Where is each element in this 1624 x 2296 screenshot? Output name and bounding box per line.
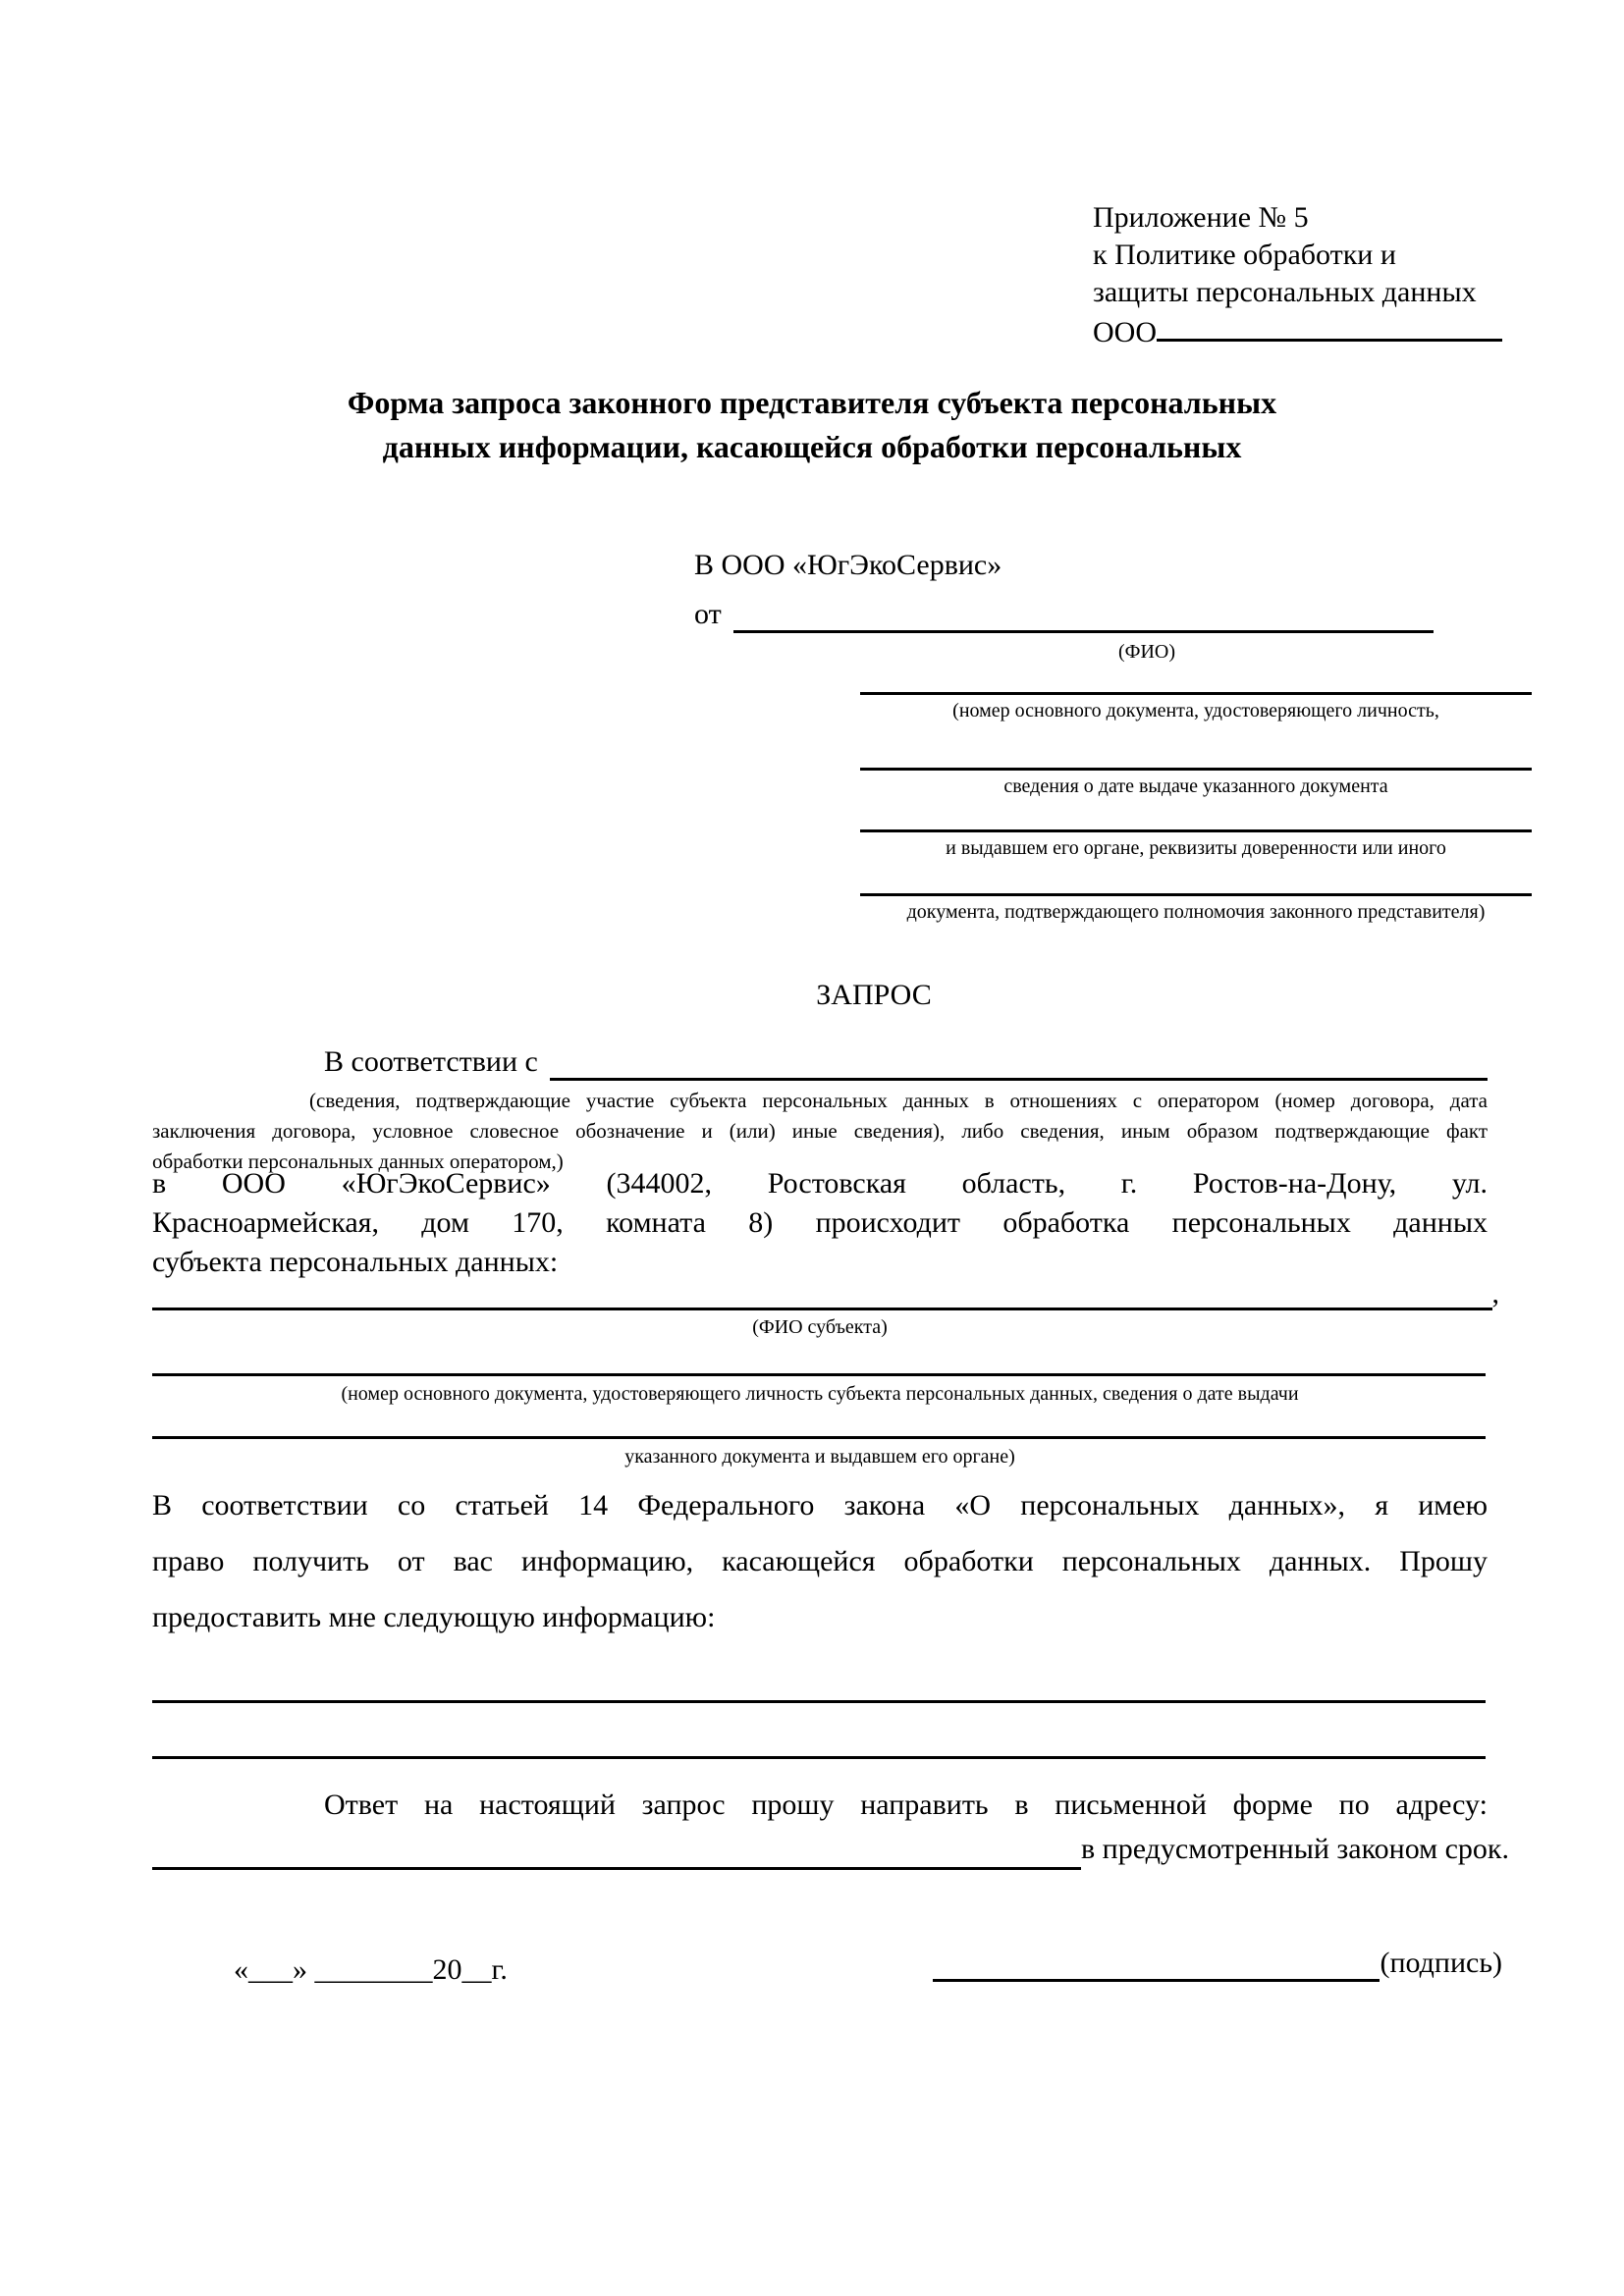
- representative-caption-2: сведения о дате выдаче указанного документа: [1003, 775, 1388, 797]
- representative-doc-field-3[interactable]: [860, 829, 1532, 832]
- annex-line-2: к Политике обработки и: [1093, 239, 1396, 271]
- law-paragraph: [152, 1477, 1488, 1645]
- law-paragraph-line-3: предоставить мне следующую информацию:: [152, 1601, 716, 1633]
- subject-doc-field-2[interactable]: [152, 1436, 1486, 1439]
- fio-caption: (ФИО): [1117, 641, 1175, 663]
- subject-fio-caption: (ФИО субъекта): [752, 1316, 888, 1338]
- subject-doc-field-1[interactable]: [152, 1373, 1486, 1376]
- accordance-prefix: В соответствии с: [324, 1045, 538, 1078]
- from-fio-field[interactable]: [733, 597, 1434, 633]
- information-field-2[interactable]: [152, 1756, 1486, 1759]
- accordance-note-line-1: (сведения, подтверждающие участие субъекта персональных данных в отношениях с оператором (номер договора, дата: [309, 1089, 1488, 1112]
- signature-caption: (подпись): [1380, 1947, 1502, 1979]
- representative-caption-1: (номер основного документа, удостоверяющего личность,: [952, 700, 1439, 721]
- reply-address-row: [152, 1828, 1509, 1870]
- signature-field[interactable]: [933, 1944, 1380, 1982]
- accordance-row: [152, 1041, 1488, 1081]
- reply-address-field[interactable]: [152, 1828, 1081, 1870]
- date-line[interactable]: «___» ________20__г.: [234, 1953, 508, 1986]
- subject-fio-field[interactable]: [152, 1276, 1492, 1310]
- law-paragraph-line-1: В соответствии со статьей 14 Федерального закона «О персональных данных», я имею: [152, 1489, 1488, 1522]
- request-heading: ЗАПРОС: [816, 979, 932, 1011]
- accordance-field[interactable]: [550, 1041, 1488, 1081]
- operator-paragraph: [152, 1164, 1488, 1282]
- from-row: [694, 596, 1434, 633]
- annex-block: [1093, 199, 1502, 351]
- operator-paragraph-line-3: субъекта персональных данных:: [152, 1246, 559, 1278]
- reply-suffix: в предусмотренный законом срок.: [1081, 1833, 1509, 1865]
- representative-caption-4: документа, подтверждающего полномочия законного представителя): [906, 901, 1486, 923]
- subject-doc-caption-1: (номер основного документа, удостоверяющего личность субъекта персональных данных, сведения о дате выдачи: [341, 1383, 1299, 1405]
- from-label: от: [694, 598, 722, 630]
- addressee-to: В ООО «ЮгЭкоСервис»: [694, 549, 1002, 581]
- accordance-note-line-2: заключения договора, условное словесное обозначение и (или) иные сведения), либо сведения, иным образом подтверждающие факт: [152, 1119, 1488, 1143]
- representative-caption-3: и выдавшем его органе, реквизиты доверенности или иного: [946, 837, 1446, 859]
- subject-fio-comma: ,: [1491, 1277, 1499, 1309]
- ooo-name-field[interactable]: [1157, 311, 1502, 342]
- annex-line-1: Приложение № 5: [1093, 201, 1309, 234]
- reply-paragraph: Ответ на настоящий запрос прошу направить в письменной форме по адресу:: [324, 1789, 1488, 1821]
- information-field-1[interactable]: [152, 1700, 1486, 1703]
- page-title: [98, 381, 1526, 469]
- law-paragraph-line-2: право получить от вас информацию, касающейся обработки персональных данных. Прошу: [152, 1545, 1488, 1577]
- annex-ooo-line: [1093, 311, 1502, 351]
- ooo-prefix: ООО: [1093, 316, 1157, 348]
- representative-doc-field-2[interactable]: [860, 768, 1532, 771]
- operator-paragraph-line-1: в ООО «ЮгЭкоСервис» (344002, Ростовская область, г. Ростов-на-Дону, ул.: [152, 1167, 1488, 1200]
- signature-row: [933, 1944, 1502, 1982]
- annex-line-3: защиты персональных данных: [1093, 276, 1477, 308]
- operator-paragraph-line-2: Красноармейская, дом 170, комната 8) происходит обработка персональных данных: [152, 1206, 1488, 1239]
- subject-doc-caption-2: указанного документа и выдавшем его органе): [624, 1446, 1015, 1468]
- representative-doc-field-4[interactable]: [860, 893, 1532, 896]
- accordance-note-line-3: обработки персональных данных оператором,): [152, 1149, 564, 1173]
- representative-doc-field-1[interactable]: [860, 692, 1532, 695]
- title-line-1: Форма запроса законного представителя субъекта персональных: [347, 385, 1277, 420]
- title-line-2: данных информации, касающейся обработки персональных: [382, 429, 1242, 464]
- subject-fio-row: [152, 1276, 1499, 1310]
